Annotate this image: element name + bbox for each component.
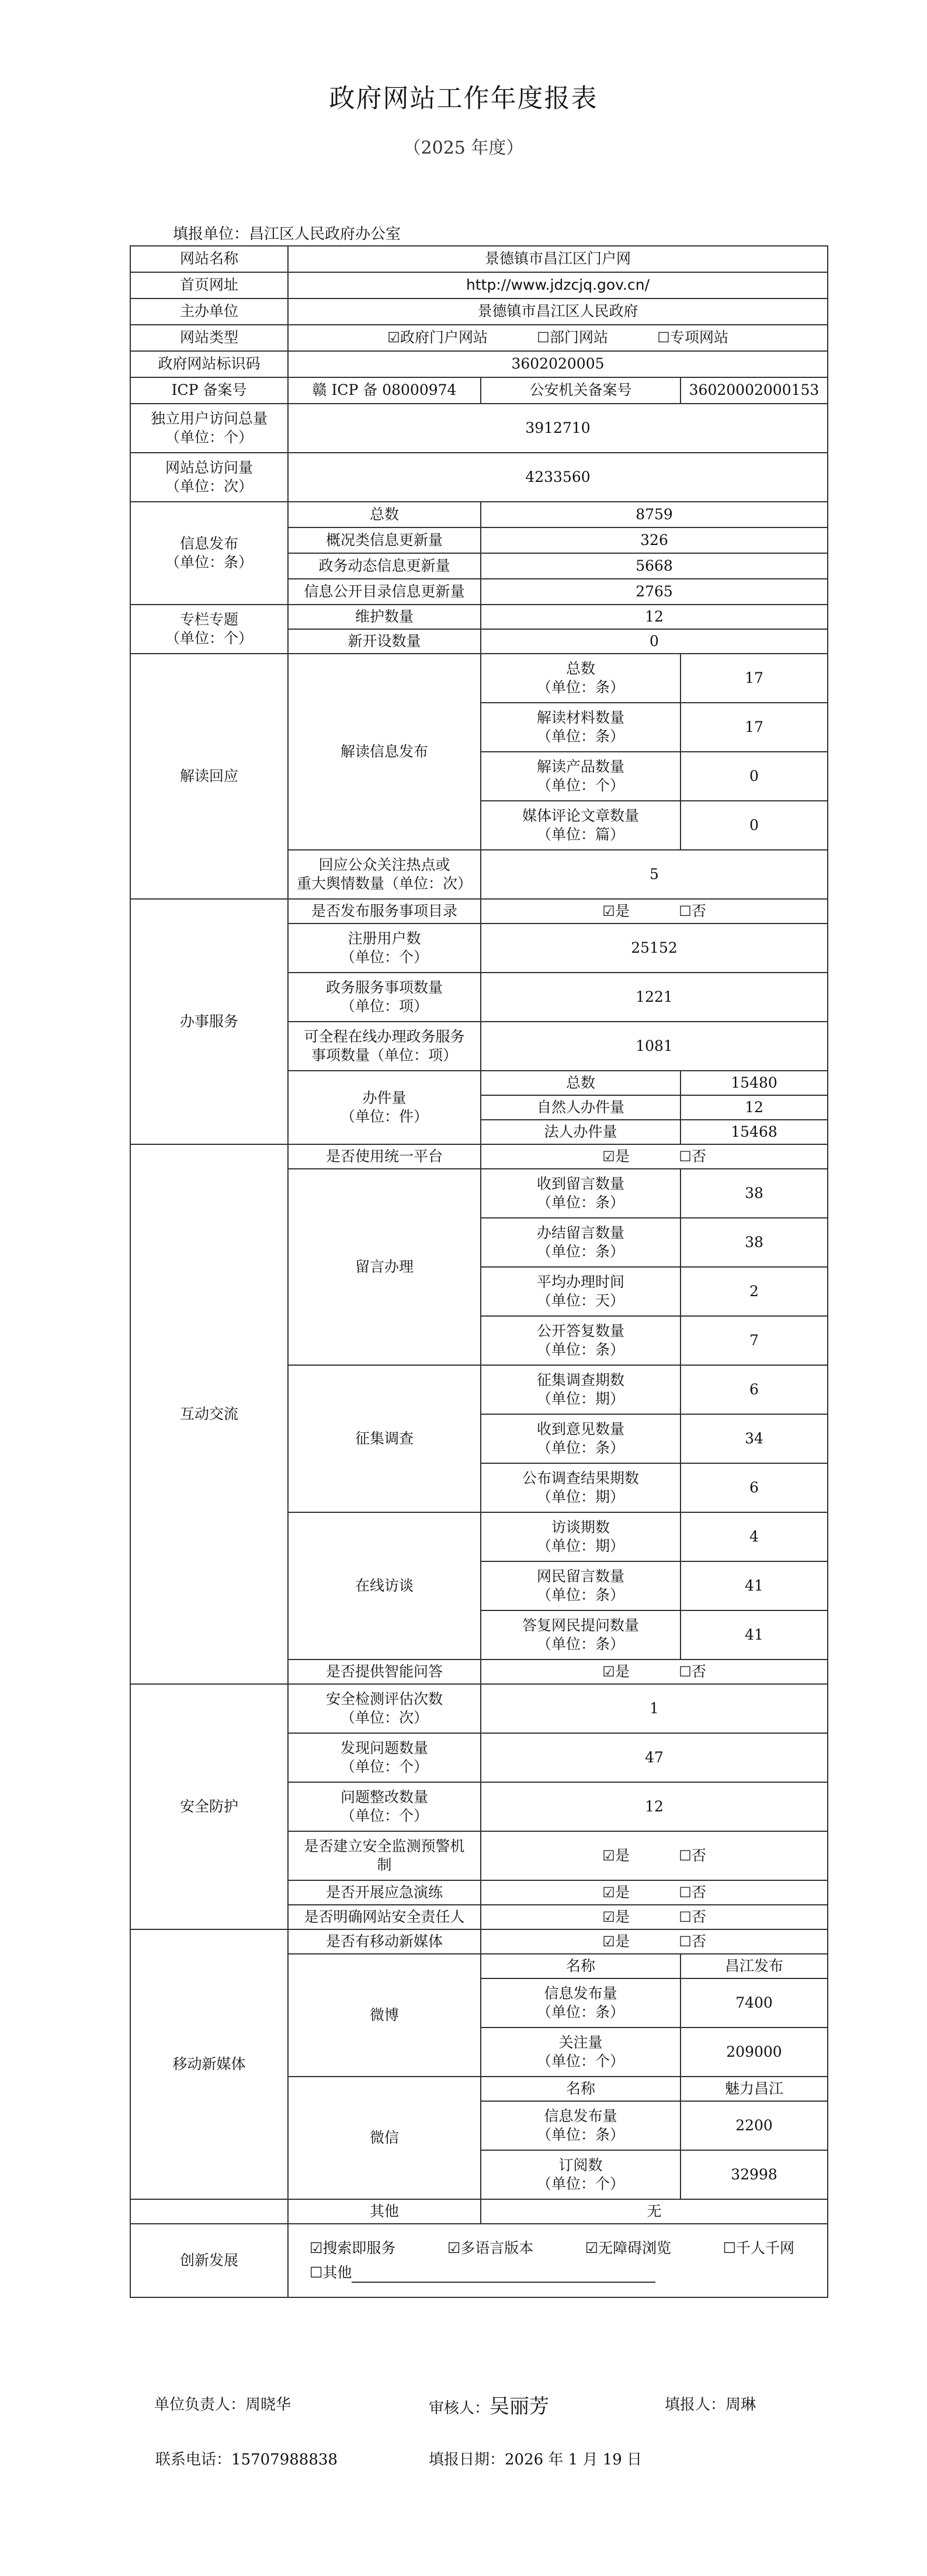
wechat-row-label: 订阅数 （单位：个） (481, 2150, 681, 2199)
police-value: 36020002000153 (681, 377, 828, 404)
site-name-label: 网站名称 (130, 246, 288, 272)
interpret-row-label: 总数 （单位：条） (481, 654, 681, 703)
weibo-row-value: 昌江发布 (681, 1954, 828, 1978)
weibo-row-value: 209000 (681, 2028, 828, 2077)
survey-row-value: 6 (681, 1463, 828, 1512)
respond-value: 5 (481, 850, 828, 899)
row-service-catalog (130, 899, 828, 924)
row-uv (130, 404, 828, 453)
site-type-label: 网站类型 (130, 325, 288, 351)
wechat-row-label: 名称 (481, 2077, 681, 2101)
survey-row-label: 公布调查结果期数 （单位：期） (481, 1463, 681, 1512)
site-type-option: ☑政府门户网站 (387, 328, 488, 348)
wechat-label: 微信 (288, 2077, 481, 2199)
checkbox-empty-icon: ☐ (679, 1663, 692, 1680)
checkbox-checked-icon: ☑ (602, 1847, 615, 1864)
column-row-value: 12 (481, 605, 828, 629)
pv-value: 4233560 (288, 453, 828, 502)
platform-label: 是否使用统一平台 (288, 1144, 481, 1169)
security-label: 安全防护 (130, 1684, 288, 1929)
survey-row-value: 34 (681, 1414, 828, 1463)
innovation-options (288, 2224, 828, 2297)
site-url-label: 首页网址 (130, 272, 288, 298)
column-row-label: 新开设数量 (288, 629, 481, 654)
monitor-yes-no: ☑是 ☐否 (481, 1831, 828, 1880)
site-type-option: ☐部门网站 (537, 328, 608, 348)
icp-label: ICP 备案号 (130, 377, 288, 404)
pv-label: 网站总访问量 （单位：次） (130, 453, 288, 502)
reviewer-signature: 吴丽芳 (489, 2395, 550, 2418)
users-label: 注册用户数 （单位：个） (288, 924, 481, 973)
survey-row-value: 6 (681, 1365, 828, 1414)
catalog-yes-no: ☑是 ☐否 (481, 899, 828, 924)
reviewer: 审核人：吴丽芳 (429, 2395, 550, 2418)
mobile-has-label: 是否有移动新媒体 (288, 1929, 481, 1954)
row-info-total (130, 502, 828, 527)
checkbox-checked-icon: ☑ (602, 1933, 615, 1950)
row-site-type (130, 325, 828, 351)
mobile-other-spacer (130, 2199, 288, 2224)
mobile-other-value: 无 (481, 2199, 828, 2224)
icp-value: 赣 ICP 备 08000974 (288, 377, 481, 404)
uv-label: 独立用户访问总量 （单位：个） (130, 404, 288, 453)
info-row-label: 政务动态信息更新量 (288, 553, 481, 579)
talk-row-value: 41 (681, 1561, 828, 1610)
checkbox-empty-icon: ☐ (537, 329, 550, 346)
checkbox-empty-icon: ☐ (310, 2264, 323, 2281)
innovation-option: ☑多语言版本 (447, 2239, 534, 2256)
catalog-label: 是否发布服务事项目录 (288, 899, 481, 924)
survey-label: 征集调查 (288, 1365, 481, 1512)
message-row-label: 收到留言数量 （单位：条） (481, 1169, 681, 1218)
wechat-row-value: 2200 (681, 2101, 828, 2150)
innovation-option: ☑搜索即服务 (310, 2239, 396, 2256)
interpret-sub-label: 解读信息发布 (288, 654, 481, 850)
site-id-label: 政府网站标识码 (130, 351, 288, 377)
talk-row-label: 答复网民提问数量 （单位：条） (481, 1610, 681, 1660)
message-row-label: 办结留言数量 （单位：条） (481, 1218, 681, 1267)
row-mobile-other (130, 2199, 828, 2224)
fixed-label: 问题整改数量 （单位：个） (288, 1782, 481, 1831)
report-title: 政府网站工作年度报表 (329, 84, 598, 113)
report-table (130, 245, 828, 2298)
innovation-option: ☐千人千网 (723, 2239, 795, 2256)
message-row-label: 公开答复数量 （单位：条） (481, 1316, 681, 1365)
handled-row-label: 自然人办件量 (481, 1095, 681, 1120)
message-row-label: 平均办理时间 （单位：天） (481, 1267, 681, 1316)
message-row-value: 38 (681, 1218, 828, 1267)
checkbox-empty-icon: ☐ (723, 2239, 736, 2256)
wechat-row-label: 信息发布量 （单位：条） (481, 2101, 681, 2150)
interpret-row-label: 解读产品数量 （单位：个） (481, 752, 681, 801)
mobile-yes-no: ☑是 ☐否 (481, 1929, 828, 1954)
checkbox-empty-icon: ☐ (679, 1908, 692, 1925)
site-url-value: http://www.jdzcjq.gov.cn/ (288, 272, 828, 298)
info-row-label: 概况类信息更新量 (288, 527, 481, 553)
items-label: 政务服务事项数量 （单位：项） (288, 973, 481, 1022)
filler-person: 填报人：周琳 (665, 2396, 756, 2414)
host-value: 景德镇市昌江区人民政府 (288, 298, 828, 325)
drill-yes-no: ☑是 ☐否 (481, 1880, 828, 1905)
interpret-row-value: 0 (681, 801, 828, 850)
info-row-value: 8759 (481, 502, 828, 527)
interpret-row-value: 17 (681, 703, 828, 752)
site-type-options (288, 325, 828, 351)
info-label: 信息发布 （单位：条） (130, 502, 288, 605)
checkbox-empty-icon: ☐ (679, 1933, 692, 1950)
handled-row-value: 12 (681, 1095, 828, 1120)
handled-label: 办件量 （单位：件） (288, 1071, 481, 1144)
online-label: 可全程在线办理政务服务 事项数量（单位：项） (288, 1022, 481, 1071)
found-value: 47 (481, 1733, 828, 1782)
checkbox-checked-icon: ☑ (447, 2239, 461, 2256)
mobile-label: 移动新媒体 (130, 1929, 288, 2199)
checkbox-empty-icon: ☐ (679, 1847, 692, 1864)
info-row-label: 总数 (288, 502, 481, 527)
talk-row-label: 网民留言数量 （单位：条） (481, 1561, 681, 1610)
row-innovation (130, 2224, 828, 2297)
report-year: （2025 年度） (403, 138, 524, 158)
eval-value: 1 (481, 1684, 828, 1733)
checkbox-checked-icon: ☑ (387, 329, 400, 346)
column-label: 专栏专题 （单位：个） (130, 605, 288, 654)
handled-row-value: 15468 (681, 1120, 828, 1144)
other-underline (352, 2268, 655, 2283)
talk-label: 在线访谈 (288, 1512, 481, 1660)
handled-row-label: 总数 (481, 1071, 681, 1095)
eval-label: 安全检测评估次数 （单位：次） (288, 1684, 481, 1733)
checkbox-checked-icon: ☑ (602, 1663, 615, 1680)
drill-label: 是否开展应急演练 (288, 1880, 481, 1905)
weibo-label: 微博 (288, 1954, 481, 2077)
police-label: 公安机关备案号 (481, 377, 681, 404)
smart-label: 是否提供智能问答 (288, 1660, 481, 1684)
weibo-row-value: 7400 (681, 1978, 828, 2028)
message-row-value: 2 (681, 1267, 828, 1316)
checkbox-empty-icon: ☐ (679, 1148, 692, 1165)
online-value: 1081 (481, 1022, 828, 1071)
items-value: 1221 (481, 973, 828, 1022)
interpret-row-value: 0 (681, 752, 828, 801)
interpret-row-label: 解读材料数量 （单位：条） (481, 703, 681, 752)
survey-row-label: 收到意见数量 （单位：条） (481, 1414, 681, 1463)
checkbox-checked-icon: ☑ (602, 1148, 615, 1165)
fill-date: 填报日期：2026 年 1 月 19 日 (429, 2451, 643, 2469)
interpret-row-label: 媒体评论文章数量 （单位：篇） (481, 801, 681, 850)
info-row-value: 326 (481, 527, 828, 553)
row-icp (130, 377, 828, 404)
respond-label: 回应公众关注热点或 重大舆情数量（单位：次） (288, 850, 481, 899)
weibo-row-label: 信息发布量 （单位：条） (481, 1978, 681, 2028)
message-row-value: 38 (681, 1169, 828, 1218)
handled-row-value: 15480 (681, 1071, 828, 1095)
wechat-row-value: 32998 (681, 2150, 828, 2199)
column-row-value: 0 (481, 629, 828, 654)
checkbox-checked-icon: ☑ (602, 1908, 615, 1925)
info-row-value: 2765 (481, 579, 828, 605)
row-eval (130, 1684, 828, 1733)
info-row-label: 信息公开目录信息更新量 (288, 579, 481, 605)
site-name-value: 景德镇市昌江区门户网 (288, 246, 828, 272)
uv-value: 3912710 (288, 404, 828, 453)
users-value: 25152 (481, 924, 828, 973)
host-label: 主办单位 (130, 298, 288, 325)
checkbox-checked-icon: ☑ (602, 1884, 615, 1901)
fixed-value: 12 (481, 1782, 828, 1831)
unit-head: 单位负责人：周晓华 (154, 2396, 291, 2414)
innovation-label: 创新发展 (130, 2224, 288, 2297)
found-label: 发现问题数量 （单位：个） (288, 1733, 481, 1782)
platform-yes-no: ☑是 ☐否 (481, 1144, 828, 1169)
monitor-label: 是否建立安全监测预警机 制 (288, 1831, 481, 1880)
filler-unit: 填报单位：昌江区人民政府办公室 (173, 225, 401, 243)
checkbox-checked-icon: ☑ (585, 2239, 599, 2256)
duty-label: 是否明确网站安全责任人 (288, 1905, 481, 1929)
info-row-value: 5668 (481, 553, 828, 579)
innovation-option: ☑无障碍浏览 (585, 2239, 672, 2256)
row-site-id (130, 351, 828, 377)
message-label: 留言办理 (288, 1169, 481, 1365)
row-interpret (130, 654, 828, 703)
message-row-value: 7 (681, 1316, 828, 1365)
checkbox-empty-icon: ☐ (679, 1884, 692, 1901)
column-row-label: 维护数量 (288, 605, 481, 629)
checkbox-empty-icon: ☐ (679, 902, 692, 919)
innovation-other: ☐其他 (310, 2264, 352, 2281)
row-host (130, 298, 828, 325)
interpret-row-value: 17 (681, 654, 828, 703)
handled-row-label: 法人办件量 (481, 1120, 681, 1144)
talk-row-value: 4 (681, 1512, 828, 1561)
row-site-name (130, 246, 828, 272)
smart-yes-no: ☑是 ☐否 (481, 1660, 828, 1684)
interpret-label: 解读回应 (130, 654, 288, 899)
duty-yes-no: ☑是 ☐否 (481, 1905, 828, 1929)
survey-row-label: 征集调查期数 （单位：期） (481, 1365, 681, 1414)
row-column-maintain (130, 605, 828, 629)
row-platform (130, 1144, 828, 1169)
mobile-other-label: 其他 (288, 2199, 481, 2224)
weibo-row-label: 关注量 （单位：个） (481, 2028, 681, 2077)
checkbox-checked-icon: ☑ (602, 902, 615, 919)
row-pv (130, 453, 828, 502)
talk-row-value: 41 (681, 1610, 828, 1660)
site-type-option: ☐专项网站 (657, 328, 728, 348)
interact-label: 互动交流 (130, 1144, 288, 1684)
service-label: 办事服务 (130, 899, 288, 1144)
site-id-value: 3602020005 (288, 351, 828, 377)
checkbox-empty-icon: ☐ (657, 329, 670, 346)
checkbox-checked-icon: ☑ (310, 2239, 323, 2256)
row-site-url (130, 272, 828, 298)
row-mobile-has (130, 1929, 828, 1954)
contact-phone: 联系电话：15707988838 (155, 2451, 338, 2469)
wechat-row-value: 魅力昌江 (681, 2077, 828, 2101)
weibo-row-label: 名称 (481, 1954, 681, 1978)
talk-row-label: 访谈期数 （单位：期） (481, 1512, 681, 1561)
